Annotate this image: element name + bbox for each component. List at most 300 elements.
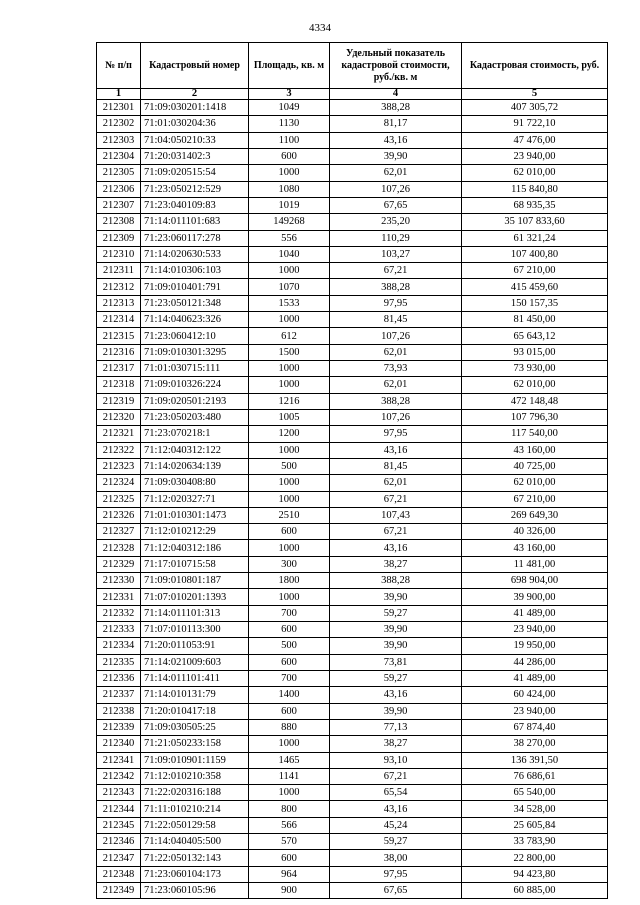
specific-indicator-cell: 67,21 — [330, 524, 462, 540]
cadastral-number-cell: 71:09:030505:25 — [141, 719, 249, 735]
specific-indicator-cell: 43,16 — [330, 540, 462, 556]
row-number-cell: 212317 — [97, 361, 141, 377]
cadastral-cost-cell: 44 286,00 — [462, 654, 608, 670]
cadastral-cost-cell: 136 391,50 — [462, 752, 608, 768]
column-number: 4 — [330, 89, 462, 100]
specific-indicator-cell: 45,24 — [330, 817, 462, 833]
cadastral-cost-cell: 67 874,40 — [462, 719, 608, 735]
area-cell: 1533 — [249, 295, 330, 311]
cadastral-cost-cell: 23 940,00 — [462, 622, 608, 638]
specific-indicator-cell: 97,95 — [330, 295, 462, 311]
area-cell: 900 — [249, 883, 330, 899]
column-number: 5 — [462, 89, 608, 100]
area-cell: 1070 — [249, 279, 330, 295]
cadastral-number-cell: 71:09:030408:80 — [141, 475, 249, 491]
specific-indicator-cell: 38,27 — [330, 736, 462, 752]
cadastral-cost-cell: 415 459,60 — [462, 279, 608, 295]
area-cell: 1100 — [249, 132, 330, 148]
area-cell: 300 — [249, 556, 330, 572]
area-cell: 570 — [249, 834, 330, 850]
area-cell: 1040 — [249, 246, 330, 262]
cadastral-number-cell: 71:12:010210:358 — [141, 768, 249, 784]
cadastral-cost-cell: 23 940,00 — [462, 148, 608, 164]
table-row — [97, 670, 608, 686]
table-row — [97, 605, 608, 621]
area-cell: 612 — [249, 328, 330, 344]
row-number-cell: 212343 — [97, 785, 141, 801]
area-cell: 149268 — [249, 214, 330, 230]
specific-indicator-cell: 67,21 — [330, 263, 462, 279]
cadastral-number-cell: 71:23:070218:1 — [141, 426, 249, 442]
table-row — [97, 312, 608, 328]
table-row — [97, 409, 608, 425]
table-row — [97, 181, 608, 197]
cadastral-number-cell: 71:14:021009:603 — [141, 654, 249, 670]
specific-indicator-cell: 39,90 — [330, 703, 462, 719]
cadastral-cost-cell: 472 148,48 — [462, 393, 608, 409]
table-row — [97, 540, 608, 556]
row-number-cell: 212308 — [97, 214, 141, 230]
table-row — [97, 736, 608, 752]
area-cell: 1000 — [249, 491, 330, 507]
specific-indicator-cell: 103,27 — [330, 246, 462, 262]
row-number-cell: 212310 — [97, 246, 141, 262]
cadastral-number-cell: 71:12:040312:186 — [141, 540, 249, 556]
row-number-cell: 212303 — [97, 132, 141, 148]
row-number-cell: 212311 — [97, 263, 141, 279]
area-cell: 1019 — [249, 197, 330, 213]
cadastral-number-cell: 71:14:020630:533 — [141, 246, 249, 262]
cadastral-cost-cell: 62 010,00 — [462, 475, 608, 491]
table-row — [97, 866, 608, 882]
area-cell: 1000 — [249, 377, 330, 393]
area-cell: 1049 — [249, 100, 330, 116]
row-number-cell: 212335 — [97, 654, 141, 670]
table-row — [97, 279, 608, 295]
row-number-cell: 212328 — [97, 540, 141, 556]
table-row — [97, 687, 608, 703]
cadastral-cost-cell: 107 400,80 — [462, 246, 608, 262]
row-number-cell: 212304 — [97, 148, 141, 164]
specific-indicator-cell: 43,16 — [330, 132, 462, 148]
cadastral-number-cell: 71:23:040109:83 — [141, 197, 249, 213]
row-number-cell: 212327 — [97, 524, 141, 540]
row-number-cell: 212305 — [97, 165, 141, 181]
specific-indicator-cell: 81,45 — [330, 312, 462, 328]
header-cadastral-cost: Кадастровая стоимость, руб. — [462, 43, 608, 89]
area-cell: 1000 — [249, 165, 330, 181]
row-number-cell: 212329 — [97, 556, 141, 572]
row-number-cell: 212318 — [97, 377, 141, 393]
cadastral-cost-cell: 41 489,00 — [462, 670, 608, 686]
cadastral-cost-cell: 61 321,24 — [462, 230, 608, 246]
cadastral-number-cell: 71:09:010301:3295 — [141, 344, 249, 360]
cadastral-cost-cell: 93 015,00 — [462, 344, 608, 360]
area-cell: 1000 — [249, 263, 330, 279]
cadastral-cost-cell: 698 904,00 — [462, 573, 608, 589]
row-number-cell: 212325 — [97, 491, 141, 507]
specific-indicator-cell: 65,54 — [330, 785, 462, 801]
table-row — [97, 638, 608, 654]
row-number-cell: 212338 — [97, 703, 141, 719]
cadastral-cost-cell: 35 107 833,60 — [462, 214, 608, 230]
cadastral-number-cell: 71:09:010901:1159 — [141, 752, 249, 768]
cadastral-cost-cell: 107 796,30 — [462, 409, 608, 425]
cadastral-cost-cell: 62 010,00 — [462, 165, 608, 181]
cadastral-cost-cell: 39 900,00 — [462, 589, 608, 605]
specific-indicator-cell: 67,65 — [330, 197, 462, 213]
area-cell: 1000 — [249, 312, 330, 328]
table-row — [97, 654, 608, 670]
cadastral-cost-cell: 150 157,35 — [462, 295, 608, 311]
table-row — [97, 344, 608, 360]
cadastral-cost-cell: 73 930,00 — [462, 361, 608, 377]
area-cell: 1000 — [249, 736, 330, 752]
row-number-cell: 212349 — [97, 883, 141, 899]
row-number-cell: 212319 — [97, 393, 141, 409]
row-number-cell: 212315 — [97, 328, 141, 344]
specific-indicator-cell: 38,00 — [330, 850, 462, 866]
cadastral-cost-cell: 94 423,80 — [462, 866, 608, 882]
specific-indicator-cell: 39,90 — [330, 622, 462, 638]
table-row — [97, 475, 608, 491]
column-number-row — [97, 89, 608, 100]
row-number-cell: 212306 — [97, 181, 141, 197]
specific-indicator-cell: 59,27 — [330, 605, 462, 621]
table-row — [97, 246, 608, 262]
table-row — [97, 507, 608, 523]
area-cell: 1080 — [249, 181, 330, 197]
area-cell: 1400 — [249, 687, 330, 703]
cadastral-cost-cell: 60 424,00 — [462, 687, 608, 703]
specific-indicator-cell: 93,10 — [330, 752, 462, 768]
cadastral-number-cell: 71:09:020515:54 — [141, 165, 249, 181]
specific-indicator-cell: 67,21 — [330, 491, 462, 507]
table-row — [97, 491, 608, 507]
specific-indicator-cell: 107,26 — [330, 409, 462, 425]
cadastral-number-cell: 71:23:060412:10 — [141, 328, 249, 344]
area-cell: 1200 — [249, 426, 330, 442]
area-cell: 1000 — [249, 475, 330, 491]
table-row — [97, 768, 608, 784]
specific-indicator-cell: 67,21 — [330, 768, 462, 784]
cadastral-number-cell: 71:09:010401:791 — [141, 279, 249, 295]
cadastral-number-cell: 71:23:060117:278 — [141, 230, 249, 246]
table-row — [97, 230, 608, 246]
table-row — [97, 361, 608, 377]
cadastral-cost-cell: 34 528,00 — [462, 801, 608, 817]
specific-indicator-cell: 39,90 — [330, 589, 462, 605]
specific-indicator-cell: 62,01 — [330, 165, 462, 181]
specific-indicator-cell: 235,20 — [330, 214, 462, 230]
header-cadastral-number: Кадастровый номер — [141, 43, 249, 89]
cadastral-cost-cell: 11 481,00 — [462, 556, 608, 572]
area-cell: 600 — [249, 148, 330, 164]
area-cell: 700 — [249, 670, 330, 686]
area-cell: 1005 — [249, 409, 330, 425]
table-row — [97, 589, 608, 605]
specific-indicator-cell: 38,27 — [330, 556, 462, 572]
row-number-cell: 212345 — [97, 817, 141, 833]
area-cell: 700 — [249, 605, 330, 621]
table-row — [97, 556, 608, 572]
cadastral-number-cell: 71:01:030204:36 — [141, 116, 249, 132]
area-cell: 600 — [249, 524, 330, 540]
area-cell: 1000 — [249, 785, 330, 801]
row-number-cell: 212320 — [97, 409, 141, 425]
area-cell: 1130 — [249, 116, 330, 132]
cadastral-cost-cell: 91 722,10 — [462, 116, 608, 132]
cadastral-number-cell: 71:09:010801:187 — [141, 573, 249, 589]
area-cell: 1000 — [249, 589, 330, 605]
cadastral-number-cell: 71:14:011101:683 — [141, 214, 249, 230]
area-cell: 1000 — [249, 442, 330, 458]
row-number-cell: 212337 — [97, 687, 141, 703]
cadastral-number-cell: 71:20:010417:18 — [141, 703, 249, 719]
area-cell: 1465 — [249, 752, 330, 768]
specific-indicator-cell: 388,28 — [330, 100, 462, 116]
area-cell: 600 — [249, 654, 330, 670]
row-number-cell: 212347 — [97, 850, 141, 866]
row-number-cell: 212322 — [97, 442, 141, 458]
cadastral-cost-cell: 62 010,00 — [462, 377, 608, 393]
area-cell: 600 — [249, 703, 330, 719]
header-area: Площадь, кв. м — [249, 43, 330, 89]
area-cell: 1141 — [249, 768, 330, 784]
specific-indicator-cell: 39,90 — [330, 148, 462, 164]
cadastral-cost-cell: 40 326,00 — [462, 524, 608, 540]
row-number-cell: 212346 — [97, 834, 141, 850]
row-number-cell: 212312 — [97, 279, 141, 295]
column-number: 3 — [249, 89, 330, 100]
row-number-cell: 212326 — [97, 507, 141, 523]
cadastral-number-cell: 71:23:050212:529 — [141, 181, 249, 197]
cadastral-number-cell: 71:11:010210:214 — [141, 801, 249, 817]
row-number-cell: 212302 — [97, 116, 141, 132]
cadastral-cost-cell: 33 783,90 — [462, 834, 608, 850]
table-row — [97, 801, 608, 817]
cadastral-number-cell: 71:01:030715:111 — [141, 361, 249, 377]
cadastral-number-cell: 71:14:020634:139 — [141, 458, 249, 474]
table-row — [97, 165, 608, 181]
table-row — [97, 703, 608, 719]
area-cell: 800 — [249, 801, 330, 817]
table-row — [97, 426, 608, 442]
row-number-cell: 212321 — [97, 426, 141, 442]
row-number-cell: 212307 — [97, 197, 141, 213]
cadastral-number-cell: 71:12:040312:122 — [141, 442, 249, 458]
table-row — [97, 214, 608, 230]
specific-indicator-cell: 97,95 — [330, 866, 462, 882]
cadastral-cost-cell: 81 450,00 — [462, 312, 608, 328]
cadastral-number-cell: 71:09:020501:2193 — [141, 393, 249, 409]
cadastral-number-cell: 71:21:050233:158 — [141, 736, 249, 752]
area-cell: 2510 — [249, 507, 330, 523]
cadastral-number-cell: 71:04:050210:33 — [141, 132, 249, 148]
cadastral-number-cell: 71:17:010715:58 — [141, 556, 249, 572]
table-row — [97, 393, 608, 409]
column-number: 2 — [141, 89, 249, 100]
table-row — [97, 197, 608, 213]
cadastral-number-cell: 71:07:010113:300 — [141, 622, 249, 638]
row-number-cell: 212341 — [97, 752, 141, 768]
row-number-cell: 212339 — [97, 719, 141, 735]
area-cell: 880 — [249, 719, 330, 735]
header-specific-indicator: Удельный показатель кадастровой стоимости, руб./кв. м — [330, 43, 462, 89]
table-row — [97, 377, 608, 393]
area-cell: 600 — [249, 622, 330, 638]
row-number-cell: 212324 — [97, 475, 141, 491]
area-cell: 500 — [249, 458, 330, 474]
cadastral-cost-cell: 68 935,35 — [462, 197, 608, 213]
area-cell: 1500 — [249, 344, 330, 360]
page-number: 4334 — [309, 22, 331, 34]
cadastral-number-cell: 71:14:040405:500 — [141, 834, 249, 850]
area-cell: 556 — [249, 230, 330, 246]
cadastral-cost-cell: 25 605,84 — [462, 817, 608, 833]
cadastral-cost-cell: 38 270,00 — [462, 736, 608, 752]
table-row — [97, 524, 608, 540]
row-number-cell: 212323 — [97, 458, 141, 474]
specific-indicator-cell: 67,65 — [330, 883, 462, 899]
area-cell: 964 — [249, 866, 330, 882]
cadastral-cost-cell: 60 885,00 — [462, 883, 608, 899]
cadastral-cost-cell: 19 950,00 — [462, 638, 608, 654]
table-row — [97, 622, 608, 638]
area-cell: 566 — [249, 817, 330, 833]
cadastral-cost-cell: 43 160,00 — [462, 442, 608, 458]
row-number-cell: 212301 — [97, 100, 141, 116]
row-number-cell: 212332 — [97, 605, 141, 621]
cadastral-cost-cell: 117 540,00 — [462, 426, 608, 442]
cadastral-number-cell: 71:22:020316:188 — [141, 785, 249, 801]
cadastral-number-cell: 71:14:011101:313 — [141, 605, 249, 621]
cadastral-number-cell: 71:23:050121:348 — [141, 295, 249, 311]
specific-indicator-cell: 43,16 — [330, 442, 462, 458]
specific-indicator-cell: 388,28 — [330, 573, 462, 589]
cadastral-cost-cell: 40 725,00 — [462, 458, 608, 474]
specific-indicator-cell: 388,28 — [330, 393, 462, 409]
cadastral-cost-cell: 407 305,72 — [462, 100, 608, 116]
cadastral-number-cell: 71:12:010212:29 — [141, 524, 249, 540]
specific-indicator-cell: 43,16 — [330, 687, 462, 703]
specific-indicator-cell: 59,27 — [330, 834, 462, 850]
cadastral-number-cell: 71:14:011101:411 — [141, 670, 249, 686]
specific-indicator-cell: 62,01 — [330, 377, 462, 393]
cadastral-number-cell: 71:22:050132:143 — [141, 850, 249, 866]
table-row — [97, 817, 608, 833]
cadastral-number-cell: 71:20:031402:3 — [141, 148, 249, 164]
table-row — [97, 132, 608, 148]
row-number-cell: 212313 — [97, 295, 141, 311]
cadastral-cost-cell: 269 649,30 — [462, 507, 608, 523]
area-cell: 1000 — [249, 540, 330, 556]
table-row — [97, 442, 608, 458]
specific-indicator-cell: 62,01 — [330, 475, 462, 491]
table-row — [97, 850, 608, 866]
cadastral-cost-cell: 115 840,80 — [462, 181, 608, 197]
cadastral-number-cell: 71:14:040623:326 — [141, 312, 249, 328]
specific-indicator-cell: 107,26 — [330, 181, 462, 197]
specific-indicator-cell: 73,93 — [330, 361, 462, 377]
table-row — [97, 263, 608, 279]
table-row — [97, 295, 608, 311]
cadastral-number-cell: 71:07:010201:1393 — [141, 589, 249, 605]
cadastral-cost-cell: 67 210,00 — [462, 491, 608, 507]
table-row — [97, 785, 608, 801]
cadastral-number-cell: 71:23:060104:173 — [141, 866, 249, 882]
row-number-cell: 212316 — [97, 344, 141, 360]
table-row — [97, 458, 608, 474]
row-number-cell: 212344 — [97, 801, 141, 817]
row-number-cell: 212333 — [97, 622, 141, 638]
cadastral-number-cell: 71:14:010131:79 — [141, 687, 249, 703]
cadastral-number-cell: 71:23:050203:480 — [141, 409, 249, 425]
row-number-cell: 212342 — [97, 768, 141, 784]
cadastral-cost-cell: 47 476,00 — [462, 132, 608, 148]
cadastral-number-cell: 71:23:060105:96 — [141, 883, 249, 899]
area-cell: 600 — [249, 850, 330, 866]
table-row — [97, 719, 608, 735]
specific-indicator-cell: 97,95 — [330, 426, 462, 442]
cadastral-number-cell: 71:01:010301:1473 — [141, 507, 249, 523]
cadastral-number-cell: 71:20:011053:91 — [141, 638, 249, 654]
row-number-cell: 212348 — [97, 866, 141, 882]
table-row — [97, 883, 608, 899]
cadastral-cost-cell: 76 686,61 — [462, 768, 608, 784]
table-row — [97, 100, 608, 116]
cadastral-cost-cell: 67 210,00 — [462, 263, 608, 279]
table-row — [97, 752, 608, 768]
row-number-cell: 212330 — [97, 573, 141, 589]
specific-indicator-cell: 43,16 — [330, 801, 462, 817]
row-number-cell: 212340 — [97, 736, 141, 752]
cadastral-cost-cell: 65 643,12 — [462, 328, 608, 344]
table-body — [97, 100, 608, 899]
row-number-cell: 212336 — [97, 670, 141, 686]
area-cell: 1000 — [249, 361, 330, 377]
table-row — [97, 116, 608, 132]
specific-indicator-cell: 77,13 — [330, 719, 462, 735]
specific-indicator-cell: 59,27 — [330, 670, 462, 686]
row-number-cell: 212331 — [97, 589, 141, 605]
cadastral-value-table — [96, 42, 608, 899]
row-number-cell: 212334 — [97, 638, 141, 654]
row-number-cell: 212309 — [97, 230, 141, 246]
specific-indicator-cell: 62,01 — [330, 344, 462, 360]
specific-indicator-cell: 81,17 — [330, 116, 462, 132]
cadastral-cost-cell: 65 540,00 — [462, 785, 608, 801]
cadastral-cost-cell: 41 489,00 — [462, 605, 608, 621]
table-header-row — [97, 43, 608, 89]
column-number: 1 — [97, 89, 141, 100]
specific-indicator-cell: 110,29 — [330, 230, 462, 246]
area-cell: 500 — [249, 638, 330, 654]
specific-indicator-cell: 107,43 — [330, 507, 462, 523]
table-row — [97, 573, 608, 589]
cadastral-number-cell: 71:12:020327:71 — [141, 491, 249, 507]
area-cell: 1216 — [249, 393, 330, 409]
specific-indicator-cell: 81,45 — [330, 458, 462, 474]
specific-indicator-cell: 388,28 — [330, 279, 462, 295]
table-row — [97, 834, 608, 850]
area-cell: 1800 — [249, 573, 330, 589]
specific-indicator-cell: 39,90 — [330, 638, 462, 654]
table-row — [97, 148, 608, 164]
table-row — [97, 328, 608, 344]
specific-indicator-cell: 73,81 — [330, 654, 462, 670]
cadastral-number-cell: 71:09:030201:1418 — [141, 100, 249, 116]
